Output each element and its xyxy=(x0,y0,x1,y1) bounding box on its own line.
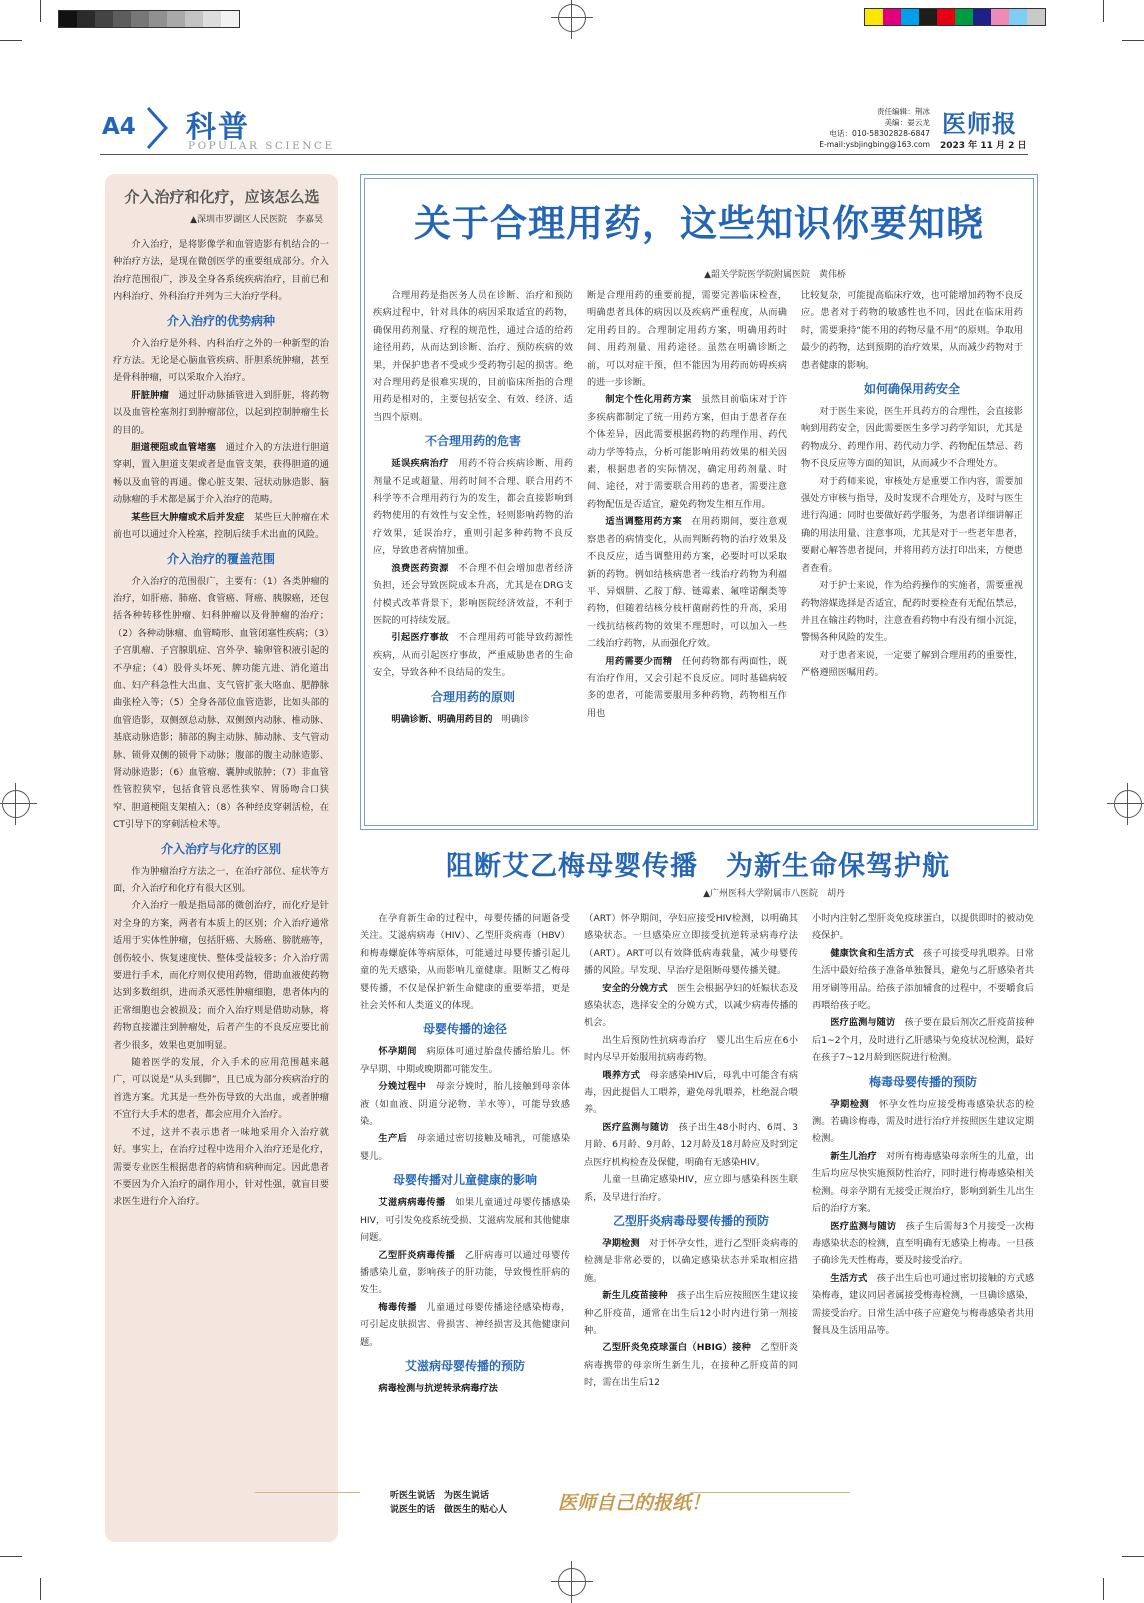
registration-mark-left xyxy=(2,790,30,818)
grayscale-colorbar xyxy=(58,10,240,28)
paragraph-text: 通过肝动脉插管进入到肝脏，将药物以及血管栓塞剂打到肿瘤部位，以起到控制肿瘤生长的目的。 xyxy=(113,389,329,436)
paragraph-text: 母亲分娩时，胎儿接触到母亲体液（如血液、阴道分泌物、羊水等），可能导致感染。 xyxy=(360,1081,570,1128)
color-swatch xyxy=(1027,9,1045,25)
crop-mark xyxy=(1103,0,1104,22)
paragraph-lead: 梅毒传播 xyxy=(378,1301,417,1313)
gray-swatch xyxy=(59,11,77,27)
subheading: 母婴传播的途径 xyxy=(422,1022,507,1037)
paragraph: 介入治疗，是将影像学和血管造影有机结合的一种治疗方法，是现在微创医学的重要组成部分。介入治疗范围很广，涉及全身各系统疾病治疗，目前已和内科治疗、外科治疗并列为三大治疗学科。 xyxy=(113,239,329,303)
paragraph: 对于医生来说，医生开具药方的合理性，会直接影响到用药安全，因此需要医生多学习药学知识，尤其是药物成分、药理作用、药代动力学、药物配伍禁忌、药物不良反应等方面的知识，从而减少不合理处方。 xyxy=(801,406,1023,470)
article-column-3 xyxy=(801,287,1023,815)
paragraph: （ART）怀孕期间，孕妇应接受HIV检测，以明确其感染状态。一旦感染应立即接受抗逆转录病毒疗法（ART）。ART可以有效降低病毒载量，减少母婴传播的风险。早发现、早治疗是阻断母婴传播关键。 xyxy=(584,913,798,977)
crop-mark xyxy=(40,1578,41,1600)
crop-mark xyxy=(0,40,22,41)
paragraph xyxy=(587,513,787,652)
registration-mark-right xyxy=(1114,790,1142,818)
paragraph-lead: 乙型肝炎病毒传播 xyxy=(378,1249,456,1261)
paragraph xyxy=(584,1235,798,1287)
paragraph-lead: 肝脏肿瘤 xyxy=(131,389,170,401)
subheading: 介入治疗的覆盖范围 xyxy=(166,551,275,566)
article-headline: 阻断艾乙梅母婴传播 为新生命保驾护航 xyxy=(446,851,950,882)
paragraph xyxy=(587,653,787,723)
editor-credits xyxy=(790,106,930,150)
gray-swatch xyxy=(113,11,131,27)
paragraph xyxy=(812,1270,1034,1340)
article-column-3 xyxy=(812,910,1034,1472)
paragraph-lead: 新生儿疫苗接种 xyxy=(602,1290,668,1302)
paragraph-text: 任何药物都有两面性，既有治疗作用，又会引起不良反应。同时基础病较多的患者，可能需要服用多种药物，药物相互作用也 xyxy=(587,655,787,719)
paragraph xyxy=(373,455,573,559)
paragraph-text: 怀孕女性均应接受梅毒感染状态的检测。若确诊梅毒，需及时进行治疗并按照医生建议定期检测。 xyxy=(812,1098,1034,1145)
paragraph xyxy=(584,1287,798,1339)
paragraph xyxy=(360,1078,570,1130)
paragraph-text: 病原体可通过胎盘传播给胎儿。怀孕早期、中期或晚期都可能发生。 xyxy=(360,1046,570,1075)
article-column-1 xyxy=(360,910,570,1472)
article-byline: ▲广州医科大学附属市八医院 胡丹 xyxy=(703,889,845,899)
sidebar-body xyxy=(113,236,329,1536)
paragraph-lead: 某些巨大肿瘤或术后并发症 xyxy=(131,511,245,523)
paragraph xyxy=(812,1218,1034,1270)
subheading: 乙型肝炎病毒母婴传播的预防 xyxy=(612,1213,769,1228)
paragraph-lead: 喂养方式 xyxy=(602,1069,641,1081)
paragraph-text: 在用药期间，要注意观察患者的病情变化，从而判断药物的治疗效果及不良反应，适当调整用药方案，必要时可以采取新的药物。例如结核病患者一线治疗药物为利福平、异烟肼、乙胺丁醇、链霉素、氟喹诺酮类等药物，但随着结核分枝杆菌耐药性的升高，采用一线抗结核药物的效果不理想时，可以加入一些二线治疗药物，从而强化疗效。 xyxy=(587,516,787,650)
paragraph-lead: 生产后 xyxy=(378,1133,408,1145)
gray-swatch xyxy=(185,11,203,27)
page-footer xyxy=(100,1486,1036,1526)
paragraph-lead: 适当调整用药方案 xyxy=(605,516,683,528)
paragraph-lead: 胆道梗阻或血管堵塞 xyxy=(131,442,217,454)
paragraph-text: 孩子生后需每3个月接受一次梅毒感染状态的检测，直至明确有无感染上梅毒。一旦孩子确诊先天性梅毒，要及时接受治疗。 xyxy=(812,1220,1034,1267)
paragraph-text: 孩子出生后应按照医生建议接种乙肝疫苗，通常在出生后12小时内进行第一剂接种。 xyxy=(584,1290,798,1336)
paragraph xyxy=(584,1119,798,1171)
subheading: 母婴传播对儿童健康的影响 xyxy=(392,1173,537,1188)
paragraph: 比较复杂，可能提高临床疗效，也可能增加药物不良反应。患者对于药物的敏感性也不同，因此在临床用药时，需要秉持“能不用的药物尽量不用”的原则。争取用最少的药物，达到预期的治疗效果，从而减少药物对于患者健康的影响。 xyxy=(801,290,1023,371)
paragraph: 介入治疗一般是指局部的微创治疗，而化疗是针对全身的方案，两者有本质上的区别；介入治疗通常适用于实体性肿瘤，包括肝癌、大肠癌、膀胱癌等，创伤较小、恢复速度快、整体受益较多；介入治疗需要进行手术，而化疗则仅使用药物，借助血液使药物达到多数组织，进而杀灭恶性肿瘤细胞，患者体内的正常细胞也会被损及；而介入治疗则是借助动脉，将药物直接灌注到肿瘤处，后者产生的不良反应要比前者少很多，效果也更加明显。 xyxy=(113,900,329,1051)
color-swatch xyxy=(883,9,901,25)
paragraph-lead: 生活方式 xyxy=(830,1272,868,1284)
crop-mark xyxy=(1103,1578,1104,1600)
paragraph-text: 医生会根据孕妇的妊娠状态及感染状态，选择安全的分娩方式，以减少病毒传播的机会。 xyxy=(584,982,798,1029)
paragraph-text: 虽然目前临床对于许多疾病都制定了统一用药方案，但由于患者存在个体差异，因此需要根据药物的药理作用、药代动力学等特点，分析可能影响用药效果的相关因素，根据患者的实际情况，确定用药剂量、时间、途径，对于需要联合用药的患者，需要注意药物配伍是否适宜，避免药物发生相互作用。 xyxy=(587,394,787,510)
paragraph xyxy=(587,391,787,513)
article-rational-drug-use xyxy=(360,174,1038,830)
paragraph: 断是合理用药的重要前提，需要完善临床检查，明确患者具体的病因以及疾病严重程度，从而确定用药目的。合理制定用药方案，明确用药时间、用药剂量、用药途径。虽然在明确诊断之前，可以对症干预，但不能因为用药而妨碍疾病的进一步诊断。 xyxy=(587,290,787,389)
subheading: 合理用药的原则 xyxy=(430,689,515,704)
paragraph-text: 通过介入的方法进行胆道穿刺，置入胆道支架或者是血管支架，获得胆道的通畅以及血管的再通。像心脏支架、冠状动脉造影、脑动脉瘤的手术都是属于介入治疗的范畴。 xyxy=(113,442,329,506)
article-headline: 关于合理用药，这些知识你要知晓 xyxy=(414,202,984,245)
subheading: 介入治疗的优势病种 xyxy=(166,313,275,328)
article-byline: ▲韶关学院医学院附属医院 黄伟桥 xyxy=(704,270,846,280)
paragraph-text: 用药不符合疾病诊断、用药剂量不足或超量、用药时间不合理、联合用药不科学等不合理用药行为的发生，都会直接影响到药物使用的有效性与安全性，轻则影响药物的治疗效果，延误治疗，重则引起多种药物不良反应，导致患者病情加重。 xyxy=(373,458,573,557)
paragraph-lead: 医疗监测与随访 xyxy=(602,1121,670,1133)
paragraph: 合理用药是指医务人员在诊断、治疗和预防疾病过程中，针对具体的病因采取适宜的药物，确保用药剂量、疗程的规范性，通过合适的给药途径用药，从而达到诊断、治疗、预防疾病的效果，并保护患者不受或少受药物引起的损害。绝对合理用药是很难实现的，目前临床所指的合理用药是相对的，主要包括安全、有效、经济、适当四个原则。 xyxy=(373,290,573,423)
paragraph-text: 孩子要在最后剂次乙肝疫苗接种后1~2个月，及时进行乙肝感染与免疫状况检测，最好在孩子7~12月龄到医院进行检测。 xyxy=(812,1017,1034,1064)
issue-date: 2023 年 11 月 2 日 xyxy=(940,141,1027,151)
page-header xyxy=(100,98,1030,156)
paragraph: 不过，这并不表示患者一味地采用介入治疗就好。事实上，在治疗过程中选用介入治疗还是化疗，需要专业医生根据患者的病情和病种而定。因此患者不要因为介入治疗的副作用小，针对性强，就盲目要求医生进行介入治疗。 xyxy=(113,1126,329,1208)
paragraph-lead: 怀孕期间 xyxy=(378,1046,417,1058)
subheading: 介入治疗与化疗的区别 xyxy=(160,841,281,856)
footer-rule-right xyxy=(690,1492,850,1493)
paragraph: 对于患者来说，一定要了解到合理用药的重要性，严格遵照医嘱用药。 xyxy=(801,649,1023,679)
paragraph-text: 对于怀孕女性，进行乙型肝炎病毒的检测是非常必要的，以确定感染状态并采取相应措施。 xyxy=(584,1237,798,1284)
sidebar-article xyxy=(105,174,338,1542)
footer-motto xyxy=(390,1489,507,1517)
paragraph: 介入治疗的范围很广，主要有：（1）各类肿瘤的治疗，如肝癌、肺癌、食管癌、肾癌、胰腺癌，还包括各种转移性肿瘤、妇科肿瘤以及骨肿瘤的治疗；（2）各种动脉瘤、血管畸形、血管闭塞性疾病；（3）子宫肌瘤、子宫腺肌症、宫外孕、输卵管积液引起的不孕症；（4）股骨头坏死、脾功能亢进、消化道出血、妇产科急性大出血、支气管扩张大咯血、肥静脉曲张栓入等；（5）全身各部位血管造影，比如头部的血管造影，双侧颈总动脉、双侧颈内动脉、椎动脉、基底动脉造影；肺部的胸主动脉、肺动脉、支气管动脉、锁骨双侧的锁骨下动脉；腹部的腹主动脉造影、肾动脉造影；（6）血管瘤、囊肿或脓肿；（7）非血管性管腔狭窄，包括食管良恶性狭窄、胃肠吻合口狭窄、胆道梗阻支架植入；（8）各种经皮穿刺活检，在CT引导下的穿刺活检术等。 xyxy=(113,575,329,831)
gray-swatch xyxy=(95,11,113,27)
color-swatch xyxy=(973,9,991,25)
paragraph xyxy=(812,1096,1034,1148)
footer-line-2: 说医生的话 做医生的贴心人 xyxy=(390,1505,508,1515)
paragraph-text: 孩子可接受母乳喂养。日常生活中最好给孩子准备单独餐具，避免与乙肝感染者共用牙刷等用品。给孩子添加辅食的过程中，不要嚼食后再喂给孩子吃。 xyxy=(812,947,1034,1012)
subheading: 艾滋病母婴传播的预防 xyxy=(404,1358,525,1373)
paragraph: 对于护士来说，作为给药操作的实施者，需要重视药物溶媒选择是否适宜，配药时要检查有无配伍禁忌，并且在输注药物时，注意查看药物中有没有细小沉淀，警惕各种风险的发生。 xyxy=(801,580,1023,644)
paragraph-lead: 健康饮食和生活方式 xyxy=(830,947,914,959)
paragraph: 对于药师来说，审核处方是重要工作内容，需要加强处方审核与指导，及时发现不合理处方，及时与医生进行沟通；同时也要做好药学服务，为患者详细讲解正确的用法用量、注意事项，尤其是对于一些老年患者，要耐心解答患者提问，并将用药方法打印出来，方便患者查看。 xyxy=(801,475,1023,574)
footer-rule-left xyxy=(255,1492,360,1493)
article-mother-to-child xyxy=(360,838,1036,1478)
paper-logo: 医师报 xyxy=(942,109,1017,138)
article-column-2 xyxy=(584,910,798,1472)
color-swatch xyxy=(919,9,937,25)
paragraph-text: 某些巨大肿瘤在术前也可以通过介入栓塞，控制后续手术出血的风险。 xyxy=(113,511,329,541)
gray-swatch xyxy=(149,11,167,27)
paragraph-lead: 分娩过程中 xyxy=(378,1081,427,1093)
footer-slogan: 医师自己的报纸！ xyxy=(558,1492,711,1514)
paragraph-text: 对所有梅毒感染母亲所生的儿童，出生后均应尽快实施预防性治疗，同时进行梅毒感染相关检测。母亲孕期有无接受正规治疗，影响到新生儿出生后的治疗方案。 xyxy=(812,1150,1034,1215)
section-title: 科普 xyxy=(186,110,250,145)
paragraph-text: 母亲感染HIV后，母乳中可能含有病毒，因此提倡人工喂养，避免母乳喂养，杜绝混合喂养。 xyxy=(584,1069,798,1116)
color-swatch xyxy=(1009,9,1027,25)
gray-swatch xyxy=(167,11,185,27)
paragraph-text: 孩子出生后也可通过密切接触的方式感染梅毒，建议同居者属接受梅毒检测，一旦确诊感染，需接受治疗。日常生活中孩子应避免与梅毒感染者共用餐具及生活用品等。 xyxy=(812,1272,1034,1336)
paragraph xyxy=(584,980,798,1032)
paragraph-lead: 延误疾病治疗 xyxy=(391,458,449,470)
paragraph-lead: 安全的分娩方式 xyxy=(602,982,668,994)
paragraph xyxy=(360,1299,570,1351)
paragraph-lead: 医疗监测与随访 xyxy=(830,1220,897,1232)
gray-swatch xyxy=(221,11,239,27)
gray-swatch xyxy=(203,11,221,27)
paragraph xyxy=(812,1014,1034,1066)
paragraph: 介入治疗是外科、内科治疗之外的一种新型的治疗方法。无论是心脑血管疾病、肝胆系统肿瘤，甚至是骨科肿瘤，可以采取介入治疗。 xyxy=(113,337,329,384)
paragraph-text: 如果儿童通过母婴传播感染HIV，可引发免疫系统受损、艾滋病发展和其他健康问题。 xyxy=(360,1197,570,1244)
paragraph: 出生后预防性抗病毒治疗 婴儿出生后应在6小时内尽早开始服用抗病毒药物。 xyxy=(584,1034,798,1064)
crop-mark xyxy=(1122,40,1144,41)
color-swatch xyxy=(937,9,955,25)
footer-line-1: 听医生说话 为医生说话 xyxy=(390,1491,490,1501)
paragraph-text: 乙型肝炎病毒携带的母亲所生新生儿，在接种乙肝疫苗的同时，需在出生后12 xyxy=(584,1342,798,1389)
subheading: 如何确保用药安全 xyxy=(863,382,960,397)
paragraph xyxy=(584,1339,798,1391)
section-subtitle: POPULAR SCIENCE xyxy=(188,140,335,152)
paragraph-text: 乙肝病毒可以通过母婴传播感染儿童，影响孩子的肝功能，导致慢性肝病的发生。 xyxy=(360,1249,570,1296)
crop-mark xyxy=(1122,1556,1144,1557)
paragraph-lead: 用药需要少而精 xyxy=(605,655,673,667)
paragraph xyxy=(812,945,1034,1015)
article-column-1 xyxy=(373,287,573,815)
crop-mark xyxy=(0,1556,22,1557)
paragraph xyxy=(360,1130,570,1165)
paragraph-lead: 明确诊断、明确用药目的 xyxy=(391,713,493,725)
paragraph-lead: 浪费医药资源 xyxy=(391,562,449,574)
paragraph xyxy=(373,560,573,630)
crop-mark xyxy=(40,0,41,22)
paragraph-text: 不合理用药可能导致药源性疾病，从而引起医疗事故，严重威胁患者的生命安全，导致各种不良结局的发生。 xyxy=(373,632,573,679)
paragraph: 小时内注射乙型肝炎免疫球蛋白，以提供即时的被动免疫保护。 xyxy=(812,913,1034,942)
paragraph-lead: 制定个性化用药方案 xyxy=(605,394,692,406)
subheading: 不合理用药的危害 xyxy=(424,434,521,449)
registration-mark-bottom xyxy=(558,1568,586,1596)
paragraph: 随着医学的发展，介入手术的应用范围越来越广，可以说是“从头到脚”，且已成为部分疾病治疗的首选方案。尤其是一些外伤导致的大出血，或者肿瘤不宜行大手术的患者，都会应用介入治疗。 xyxy=(113,1057,329,1121)
paragraph xyxy=(373,711,573,728)
paragraph: 作为肿瘤治疗方法之一，在治疗部位、症状等方面，介入治疗和化疗有很大区别。 xyxy=(113,865,329,894)
paragraph xyxy=(812,1148,1034,1218)
subheading: 梅毒母婴传播的预防 xyxy=(868,1074,977,1089)
paragraph xyxy=(360,1247,570,1299)
paragraph-lead: 医疗监测与随访 xyxy=(830,1017,896,1029)
color-swatch xyxy=(991,9,1009,25)
designer-name: 美编：晏云龙 xyxy=(884,118,930,127)
paragraph xyxy=(360,1043,570,1078)
chevron-right-icon xyxy=(145,106,169,150)
paragraph xyxy=(113,509,329,544)
paragraph-text: 母亲通过密切接触及哺乳，可能感染婴儿。 xyxy=(360,1133,570,1162)
paragraph-text: 孩子出生48小时内、6周、3月龄、6月龄、9月龄、12月龄及18月龄应及时到定点医疗机构检查及保健，明确有无感染HIV。 xyxy=(584,1121,798,1168)
article-column-2 xyxy=(587,287,787,815)
color-swatch xyxy=(955,9,973,25)
paragraph xyxy=(584,1067,798,1119)
sidebar-title: 介入治疗和化疗，应该怎么选 xyxy=(124,188,320,206)
gray-swatch xyxy=(77,11,95,27)
paragraph-lead: 病毒检测与抗逆转录病毒疗法 xyxy=(378,1382,498,1394)
paragraph-text: 不合理不但会增加患者经济负担，还会导致医院成本升高，尤其是在DRG支付模式改革背景下，影响医院经济效益，不利于医院的可持续发展。 xyxy=(373,562,573,626)
process-colorbar xyxy=(864,8,1046,26)
paragraph xyxy=(360,1380,570,1397)
paragraph xyxy=(113,439,329,509)
paragraph xyxy=(373,629,573,681)
paragraph xyxy=(360,1194,570,1246)
paragraph-lead: 孕期检测 xyxy=(602,1237,640,1249)
header-rule xyxy=(100,154,1028,155)
registration-mark-top xyxy=(558,4,586,32)
sidebar-byline: ▲深圳市罗湖区人民医院 李嘉昊 xyxy=(190,215,323,225)
paragraph xyxy=(113,387,329,439)
color-swatch xyxy=(901,9,919,25)
editor-name: 责任编辑：荆冰 xyxy=(876,107,930,116)
paragraph-text: 明确诊 xyxy=(501,713,530,725)
email-address: E-mail:ysbjingbing@163.com xyxy=(819,140,930,149)
paragraph-text: 儿童通过母婴传播途径感染梅毒，可引起皮肤损害、骨损害、神经损害及其他健康问题。 xyxy=(360,1301,570,1348)
gray-swatch xyxy=(131,11,149,27)
paragraph-lead: 引起医疗事故 xyxy=(391,632,449,644)
paragraph-lead: 艾滋病病毒传播 xyxy=(378,1197,446,1209)
paragraph-lead: 孕期检测 xyxy=(830,1098,870,1110)
page-code: A4 xyxy=(102,114,136,140)
color-swatch xyxy=(865,9,883,25)
paragraph: 在孕育新生命的过程中，母婴传播的问题备受关注。艾滋病病毒（HIV）、乙型肝炎病毒（HBV）和梅毒螺旋体等病原体，可能通过母婴传播引起儿童的先天感染，从而影响儿童健康。阻断艾乙梅母婴传播，不仅是保护新生命健康的重要举措，更是社会关怀和人类道义的体现。 xyxy=(360,913,570,1012)
phone-number: 电话：010-58302828-6847 xyxy=(829,129,930,138)
paragraph: 儿童一旦确定感染HIV，应立即与感染科医生联系，及早进行治疗。 xyxy=(584,1174,798,1203)
paragraph-lead: 乙型肝炎免疫球蛋白（HBIG）接种 xyxy=(602,1342,752,1354)
paragraph-lead: 新生儿治疗 xyxy=(830,1150,877,1162)
